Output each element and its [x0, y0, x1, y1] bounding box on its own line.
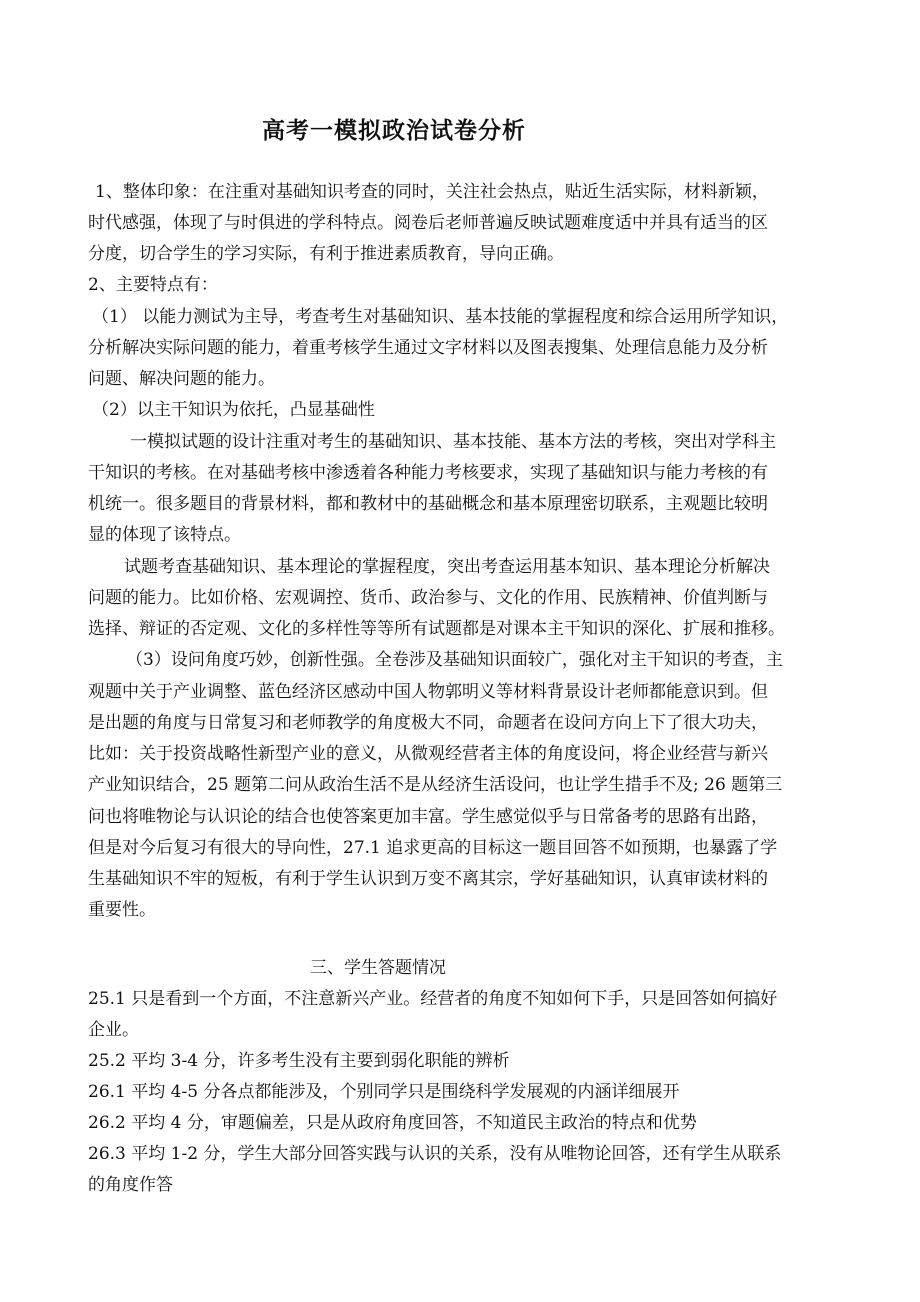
section3-item: 的角度作答: [88, 1175, 173, 1195]
point2-para1-line: 显的体现了该特点。: [88, 525, 241, 545]
point2-para1-line: 机统一。很多题目的背景材料，都和教材中的基础概念和基本原理密切联系，主观题比较明: [88, 494, 768, 514]
point3-line: 生基础知识不牢的短板，有利于学生认识到万变不离其宗，学好基础知识，认真审读材料的: [88, 869, 768, 889]
section3-heading: 三、学生答题情况: [310, 958, 446, 978]
point2-para2-line: 问题的能力。比如价格、宏观调控、货币、政治参与、文化的作用、民族精神、价值判断与: [88, 588, 768, 608]
point1-line: 问题、解决问题的能力。: [88, 369, 275, 389]
section3-item: 25.2 平均 3-4 分，许多考生没有主要到弱化职能的辨析: [88, 1051, 510, 1071]
point3-line: 但是对今后复习有很大的导向性，27.1 追求更高的目标这一题目回答不如预期，也暴露了学: [88, 838, 778, 858]
point3-line: 产业知识结合，25 题第二问从政治生活不是从经济生活设问，也让学生措手不及; 26 题第三: [88, 775, 783, 795]
section1-line: 1、整体印象：在注重对基础知识考查的同时，关注社会热点，贴近生活实际，材料新颖，: [95, 182, 769, 202]
point2-para1-line: 干知识的考核。在对基础考核中渗透着各种能力考核要求，实现了基础知识与能力考核的有: [88, 463, 768, 483]
section3-item: 25.1 只是看到一个方面，不注意新兴产业。经营者的角度不知如何下手，只是回答如何搞好: [88, 989, 778, 1009]
point2-para2-line: 试题考查基础知识、基本理论的掌握程度，突出考查运用基本知识、基本理论分析解决: [124, 557, 770, 577]
point1-line: （1） 以能力测试为主导，考查考生对基础知识、基本技能的掌握程度和综合运用所学知识，: [92, 307, 789, 327]
section3-item: 26.3 平均 1-2 分，学生大部分回答实践与认识的关系，没有从唯物论回答，还有学生从联系: [88, 1144, 782, 1164]
page-title: 高考一模拟政治试卷分析: [262, 118, 526, 144]
point2-para2-line: 选择、辩证的否定观、文化的多样性等等所有试题都是对课本主干知识的深化、扩展和推移。: [88, 619, 785, 639]
section1-line: 分度，切合学生的学习实际，有利于推进素质教育，导向正确。: [88, 244, 564, 264]
point3-line: 重要性。: [88, 900, 156, 920]
section3-item: 企业。: [88, 1020, 139, 1040]
section3-item: 26.2 平均 4 分，审题偏差，只是从政府角度回答，不知道民主政治的特点和优势: [88, 1113, 697, 1133]
point3-line: 是出题的角度与日常复习和老师教学的角度极大不同，命题者在设问方向上下了很大功夫，: [88, 713, 768, 733]
point2-para1-line: 一模拟试题的设计注重对考生的基础知识、基本技能、基本方法的考核，突出对学科主: [130, 432, 776, 452]
section2-heading: 2、主要特点有：: [88, 275, 218, 295]
section3-item: 26.1 平均 4-5 分各点都能涉及，个别同学只是围绕科学发展观的内涵详细展开: [88, 1082, 680, 1102]
section1-line: 时代感强，体现了与时俱进的学科特点。阅卷后老师普遍反映试题难度适中并具有适当的区: [88, 213, 768, 233]
point3-line: 问也将唯物论与认识论的结合也使答案更加丰富。学生感觉似乎与日常备考的思路有出路，: [88, 807, 768, 827]
point3-line: 比如：关于投资战略性新型产业的意义，从微观经营者主体的角度设问，将企业经营与新兴: [88, 744, 768, 764]
point3-line: 观题中关于产业调整、蓝色经济区感动中国人物郭明义等材料背景设计老师都能意识到。但: [88, 682, 768, 702]
point2-heading: （2）以主干知识为依托，凸显基础性: [92, 400, 375, 420]
point1-line: 分析解决实际问题的能力，着重考核学生通过文字材料以及图表搜集、处理信息能力及分析: [88, 338, 768, 358]
point3-line: （3）设问角度巧妙，创新性强。全卷涉及基础知识面较广，强化对主干知识的考查，主: [126, 650, 783, 670]
